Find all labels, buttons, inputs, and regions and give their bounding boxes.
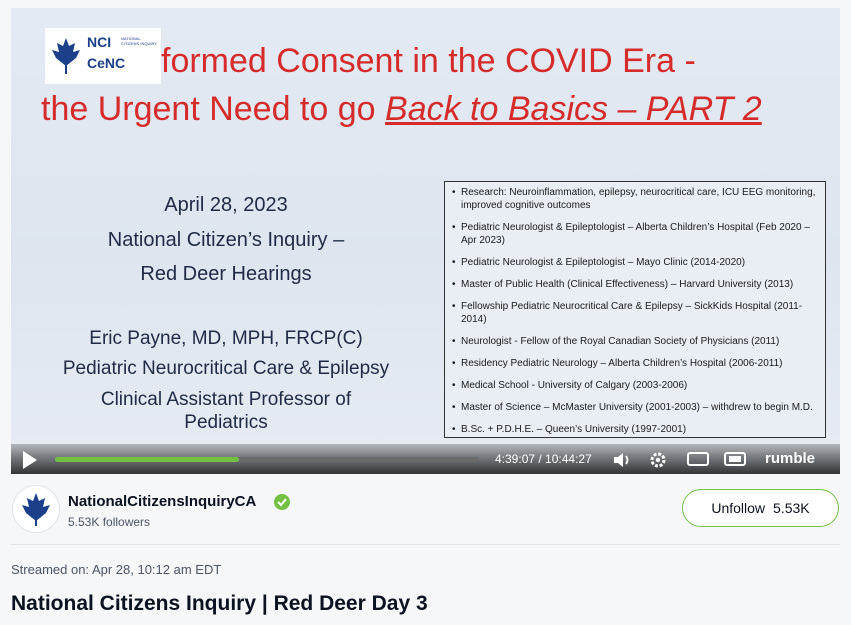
channel-avatar[interactable] bbox=[12, 485, 60, 533]
unfollow-label: Unfollow bbox=[711, 500, 766, 516]
unfollow-count: 5.53K bbox=[773, 500, 810, 516]
progress-track[interactable] bbox=[55, 457, 479, 462]
bio-item: • Pediatric Neurologist & Epileptologist – Mayo Clinic (2014-2020) bbox=[461, 256, 819, 269]
bio-item: • Pediatric Neurologist & Epileptologist – Alberta Children’s Hospital (Feb 2020 – Apr 2023) bbox=[461, 221, 819, 247]
speaker-name: Eric Payne, MD, MPH, FRCP(C) bbox=[89, 328, 363, 349]
bio-item: • B.Sc. + P.D.H.E. – Queen’s University (1997-2001) bbox=[461, 423, 819, 436]
nci-logo bbox=[45, 28, 161, 84]
slide-event-line1: National Citizen’s Inquiry – bbox=[107, 229, 345, 251]
follower-count: 5.53K followers bbox=[68, 515, 151, 529]
logo-subtext: NATIONAL CITIZENS INQUIRY bbox=[121, 36, 157, 46]
slide-title-line2 bbox=[41, 90, 762, 129]
maple-leaf-icon bbox=[49, 36, 83, 76]
play-icon[interactable] bbox=[23, 451, 37, 469]
time-display: 4:39:07 / 10:44:27 bbox=[495, 452, 592, 466]
channel-name[interactable]: NationalCitizensInquiryCA bbox=[68, 493, 257, 510]
rumble-logo[interactable]: rumble bbox=[765, 450, 816, 467]
bio-item: • Medical School - University of Calgary (2003-2006) bbox=[461, 379, 819, 392]
bio-item: • Fellowship Pediatric Neurocritical Care & Epilepsy – SickKids Hospital (2011-2014) bbox=[461, 300, 819, 326]
settings-icon[interactable] bbox=[649, 451, 667, 469]
speaker-role-line1: Clinical Assistant Professor of bbox=[100, 389, 352, 410]
maple-leaf-icon bbox=[13, 486, 59, 532]
bio-item: • Master of Science – McMaster University (2001-2003) – withdrew to begin M.D. bbox=[461, 401, 819, 414]
verified-icon bbox=[274, 494, 290, 510]
slide-event-line2: Red Deer Hearings bbox=[140, 263, 312, 285]
slide-date: April 28, 2023 bbox=[164, 194, 288, 216]
player-controls bbox=[11, 444, 840, 474]
unfollow-button[interactable] bbox=[682, 489, 839, 527]
bio-list bbox=[445, 182, 825, 436]
volume-icon[interactable] bbox=[612, 451, 632, 469]
bio-item: • Residency Pediatric Neurology – Alberta Children’s Hospital (2006-2011) bbox=[461, 357, 819, 370]
bio-item: • Master of Public Health (Clinical Effectiveness) – Harvard University (2013) bbox=[461, 278, 819, 291]
video-frame[interactable] bbox=[11, 8, 840, 453]
divider bbox=[11, 544, 840, 545]
video-player[interactable] bbox=[11, 8, 840, 474]
logo-text-cenc: CeNC bbox=[87, 55, 126, 71]
speaker-specialty: Pediatric Neurocritical Care & Epilepsy bbox=[62, 358, 390, 379]
bio-box bbox=[444, 181, 826, 438]
slide-title-emphasis: Back to Basics – PART 2 bbox=[385, 90, 762, 128]
speaker-role-line2: Pediatrics bbox=[184, 412, 268, 433]
video-title: National Citizens Inquiry | Red Deer Day 3 bbox=[11, 592, 428, 615]
bio-item: • Research: Neuroinflammation, epilepsy, neurocritical care, ICU EEG monitoring, improved cognitive outcomes bbox=[461, 186, 819, 212]
slide-title-line1: formed Consent in the COVID Era - bbox=[161, 42, 696, 80]
theater-icon[interactable] bbox=[687, 451, 709, 467]
slide-title-plain: the Urgent Need to go bbox=[41, 90, 386, 128]
logo-text-nci: NCI bbox=[87, 34, 112, 50]
bio-item: • Neurologist - Fellow of the Royal Canadian Society of Physicians (2011) bbox=[461, 335, 819, 348]
stream-date: Streamed on: Apr 28, 10:12 am EDT bbox=[11, 562, 222, 577]
progress-fill bbox=[55, 457, 239, 462]
pip-icon[interactable] bbox=[724, 451, 746, 467]
